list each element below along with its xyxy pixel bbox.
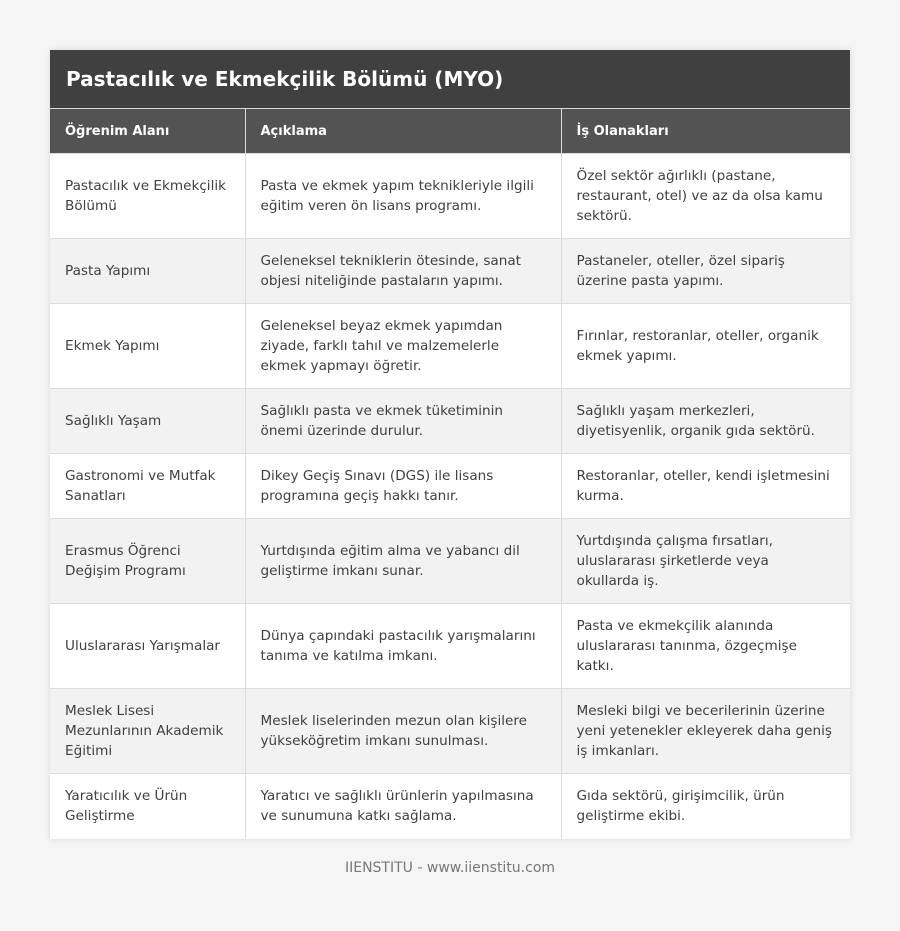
cell-description: Geleneksel beyaz ekmek yapımdan ziyade, farklı tahıl ve malzemelerle ekmek yapmayı öğretir. (245, 304, 561, 389)
cell-jobs: Fırınlar, restoranlar, oteller, organik ekmek yapımı. (561, 304, 850, 389)
table-row (50, 389, 850, 454)
cell-field: Meslek Lisesi Mezunlarının Akademik Eğitimi (50, 689, 245, 774)
cell-jobs: Pasta ve ekmekçilik alanında uluslararası tanınma, özgeçmişe katkı. (561, 604, 850, 689)
table-row (50, 454, 850, 519)
table-row (50, 689, 850, 774)
table-row (50, 154, 850, 239)
cell-field: Uluslararası Yarışmalar (50, 604, 245, 689)
cell-field: Sağlıklı Yaşam (50, 389, 245, 454)
column-header-field: Öğrenim Alanı (50, 109, 245, 154)
data-table (50, 108, 850, 839)
cell-jobs: Pastaneler, oteller, özel sipariş üzerine pasta yapımı. (561, 239, 850, 304)
table-title: Pastacılık ve Ekmekçilik Bölümü (MYO) (50, 50, 850, 108)
header-row (50, 109, 850, 154)
cell-field: Yaratıcılık ve Ürün Geliştirme (50, 774, 245, 839)
cell-field: Pastacılık ve Ekmekçilik Bölümü (50, 154, 245, 239)
cell-jobs: Gıda sektörü, girişimcilik, ürün geliştirme ekibi. (561, 774, 850, 839)
cell-description: Meslek liselerinden mezun olan kişilere yükseköğretim imkanı sunulması. (245, 689, 561, 774)
cell-field: Erasmus Öğrenci Değişim Programı (50, 519, 245, 604)
cell-description: Yurtdışında eğitim alma ve yabancı dil geliştirme imkanı sunar. (245, 519, 561, 604)
table-row (50, 304, 850, 389)
cell-description: Dünya çapındaki pastacılık yarışmalarını tanıma ve katılma imkanı. (245, 604, 561, 689)
table-row (50, 604, 850, 689)
table-row (50, 774, 850, 839)
cell-jobs: Restoranlar, oteller, kendi işletmesini kurma. (561, 454, 850, 519)
cell-description: Pasta ve ekmek yapım teknikleriyle ilgili eğitim veren ön lisans programı. (245, 154, 561, 239)
cell-jobs: Mesleki bilgi ve becerilerinin üzerine yeni yetenekler ekleyerek daha geniş iş imkanları. (561, 689, 850, 774)
table-row (50, 239, 850, 304)
cell-jobs: Yurtdışında çalışma fırsatları, uluslararası şirketlerde veya okullarda iş. (561, 519, 850, 604)
cell-description: Yaratıcı ve sağlıklı ürünlerin yapılmasına ve sunumuna katkı sağlama. (245, 774, 561, 839)
column-header-description: Açıklama (245, 109, 561, 154)
cell-field: Ekmek Yapımı (50, 304, 245, 389)
cell-description: Dikey Geçiş Sınavı (DGS) ile lisans programına geçiş hakkı tanır. (245, 454, 561, 519)
cell-field: Pasta Yapımı (50, 239, 245, 304)
table-card (50, 50, 850, 839)
footer-credit: IIENSTITU - www.iienstitu.com (344, 860, 556, 876)
cell-description: Geleneksel tekniklerin ötesinde, sanat objesi niteliğinde pastaların yapımı. (245, 239, 561, 304)
cell-description: Sağlıklı pasta ve ekmek tüketiminin önemi üzerinde durulur. (245, 389, 561, 454)
cell-field: Gastronomi ve Mutfak Sanatları (50, 454, 245, 519)
cell-jobs: Sağlıklı yaşam merkezleri, diyetisyenlik, organik gıda sektörü. (561, 389, 850, 454)
cell-jobs: Özel sektör ağırlıklı (pastane, restaurant, otel) ve az da olsa kamu sektörü. (561, 154, 850, 239)
column-header-jobs: İş Olanakları (561, 109, 850, 154)
table-row (50, 519, 850, 604)
